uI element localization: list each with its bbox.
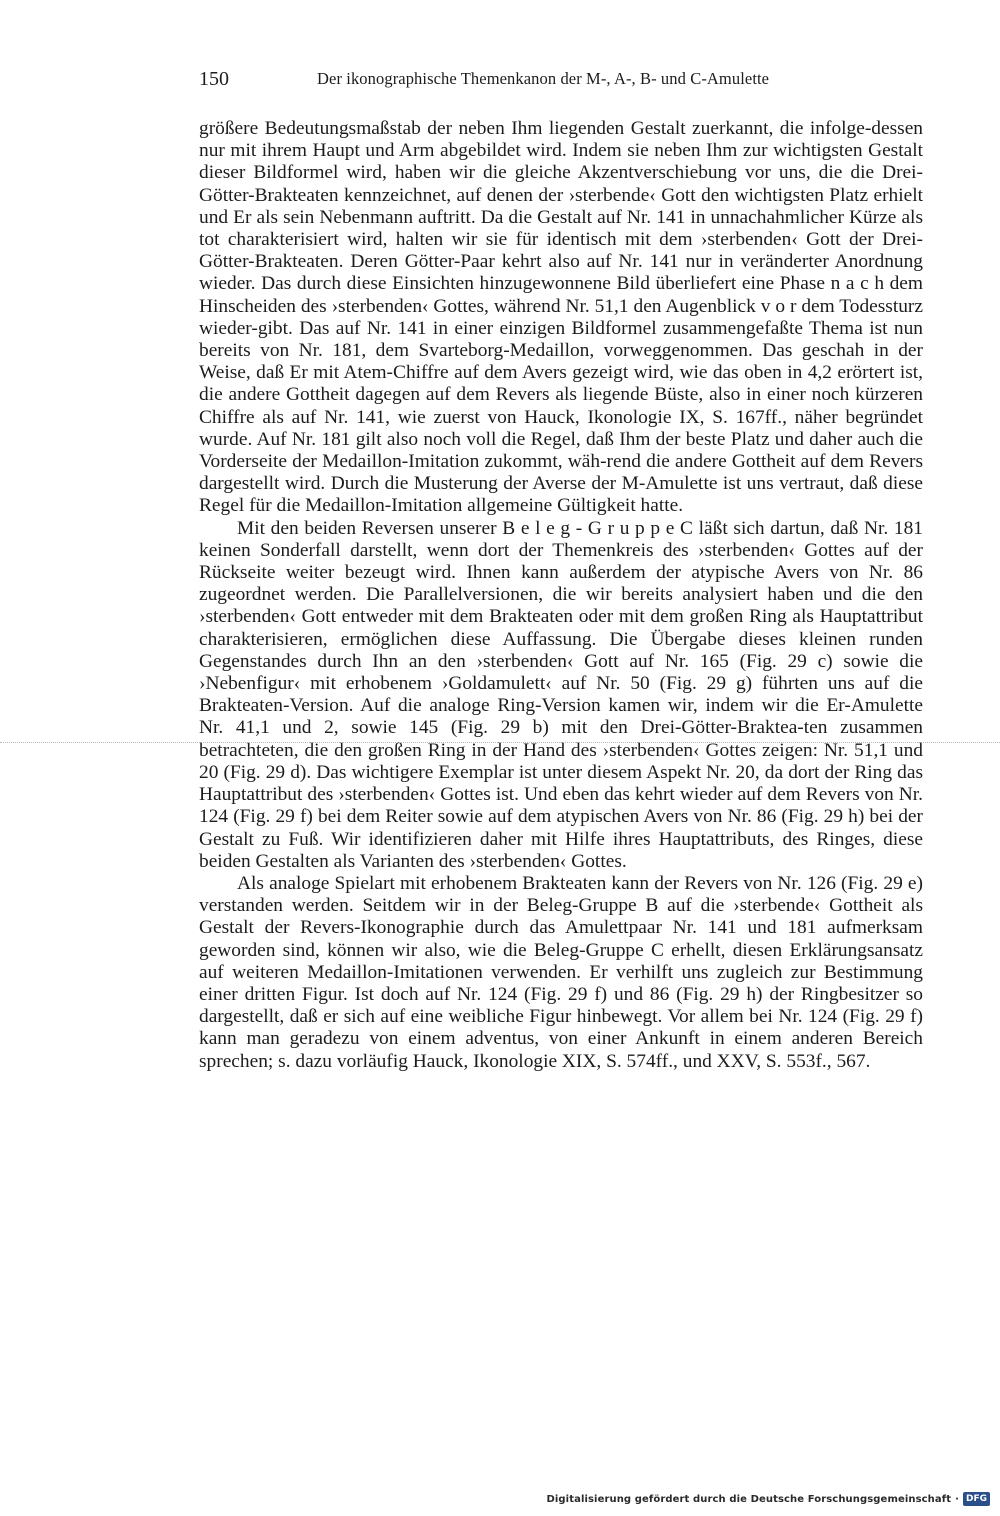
dfg-logo-icon: DFG <box>963 1492 990 1506</box>
page-number: 150 <box>199 68 229 90</box>
scan-dotted-line <box>0 742 1000 743</box>
paragraph-3: Als analoge Spielart mit erhobenem Brakteaten kann der Revers von Nr. 126 (Fig. 29 e) verstanden werden. Seitdem wir in der Beleg-Gruppe B auf die ›sterbende‹ Gottheit als Gestalt der Revers-Ikonographie durch das Amulettpaar Nr. 141 und 181 aufmerksam geworden sind, können wir also, wie die Beleg-Gruppe C erhellt, diesen Erklärungsansatz auf weiteren Medaillon-Imitationen verwenden. Er verhilft uns zugleich zur Bestimmung einer dritten Figur. Ist doch auf Nr. 124 (Fig. 29 f) und 86 (Fig. 29 h) der Ringbesitzer so dargestellt, daß er sich auf eine weibliche Figur hinbewegt. Vor allem bei Nr. 124 (Fig. 29 f) kann man geradezu von einem adventus, von einer Ankunft in einem anderen Bereich sprechen; s. dazu vorläufig Hauck, Ikonologie XIX, S. 574ff., und XXV, S. 553f., 567. <box>199 872 923 1072</box>
running-title: Der ikonographische Themenkanon der M-, A-, B- und C-Amulette <box>317 69 770 88</box>
paragraph-2: Mit den beiden Reversen unserer B e l e g - G r u p p e C läßt sich dartun, daß Nr. 181 keinen Sonderfall darstellt, wenn dort der Themenkreis des ›sterbenden‹ Gottes auf der Rückseite weiter bezeugt wird. Ihnen kann außerdem der atypische Avers von Nr. 86 zugeordnet werden. Die Parallelversionen, die wir bereits analysiert haben und die den ›sterbenden‹ Gott entweder mit dem Brakteaten oder mit dem großen Ring als Hauptattribut charakterisieren, ermöglichen diese Auffassung. Die Übergabe dieses kleinen runden Gegenstandes durch Ihn an den ›sterbenden‹ Gott auf Nr. 165 (Fig. 29 c) sowie die ›Nebenfigur‹ mit erhobenem ›Goldamulett‹ auf Nr. 50 (Fig. 29 g) führten uns auf die Brakteaten-Version. Auf die analoge Ring-Version kamen wir, indem wir die Er-Amulette Nr. 41,1 und 2, sowie 145 (Fig. 29 b) mit den Drei-Götter-Braktea-ten zusammen betrachteten, die den großen Ring in der Hand des ›sterbenden‹ Gottes zeigen: Nr. 51,1 und 20 (Fig. 29 d). Das wichtigere Exemplar ist unter diesem Aspekt Nr. 20, da dort der Ring das Hauptattribut des ›sterbenden‹ Gottes ist. Und eben das kehrt wieder auf dem Revers von Nr. 124 (Fig. 29 f) bei dem Reiter sowie auf dem atypischen Avers von Nr. 86 (Fig. 29 h) bei der Gestalt zu Fuß. Wir identifizieren daher mit Hilfe ihres Hauptattributs, des Ringes, diese beiden Gestalten als Varianten des ›sterbenden‹ Gottes. <box>199 517 923 872</box>
footer-credit: Digitalisierung gefördert durch die Deutsche Forschungsgemeinschaft <box>546 1493 952 1505</box>
running-head <box>199 66 923 92</box>
footer-separator: · <box>955 1493 959 1505</box>
footer <box>547 1491 991 1507</box>
body-text <box>199 118 923 1073</box>
paragraph-1: größere Bedeutungsmaßstab der neben Ihm liegenden Gestalt zuerkannt, die infolge-dessen nur mit ihrem Haupt und Arm abgebildet wird. Indem sie neben Ihm zur wichtigsten Gestalt dieser Bildformel wird, haben wir die gleiche Akzentverschiebung vor uns, die die Drei-Götter-Brakteaten kennzeichnet, auf denen der ›sterbende‹ Gott den wichtigsten Platz erhielt und Er als sein Nebenmann auftritt. Da die Gestalt auf Nr. 141 in unnachahmlicher Kürze als tot charakterisiert wird, halten wir sie für identisch mit dem ›sterbenden‹ Gott der Drei-Götter-Brakteaten. Deren Götter-Paar kehrt also auf Nr. 141 nur in veränderter Anordnung wieder. Das durch diese Einsichten hinzugewonnene Bild überliefert eine Phase n a c h dem Hinscheiden des ›sterbenden‹ Gottes, während Nr. 51,1 den Augenblick v o r dem Todessturz wieder-gibt. Das auf Nr. 141 in einer einzigen Bildformel zusammengefaßte Thema ist nun bereits von Nr. 181, dem Svarteborg-Medaillon, vorweggenommen. Das geschah in der Weise, daß Er mit Atem-Chiffre auf dem Avers gezeigt wird, wie das oben in 4,2 erörtert ist, die andere Gottheit dagegen auf dem Revers als liegende Büste, also in einer noch kürzeren Chiffre als auf Nr. 141, wie zuerst von Hauck, Ikonologie IX, S. 167ff., näher begründet wurde. Auf Nr. 181 gilt also noch voll die Regel, daß Ihm der beste Platz und daher auch die Vorderseite der Medaillon-Imitation zukommt, wäh-rend die andere Gottheit auf dem Revers dargestellt wird. Durch die Musterung der Averse der M-Amulette ist uns vertraut, daß diese Regel für die Medaillon-Imitation allgemeine Gültigkeit hatte. <box>199 118 923 517</box>
